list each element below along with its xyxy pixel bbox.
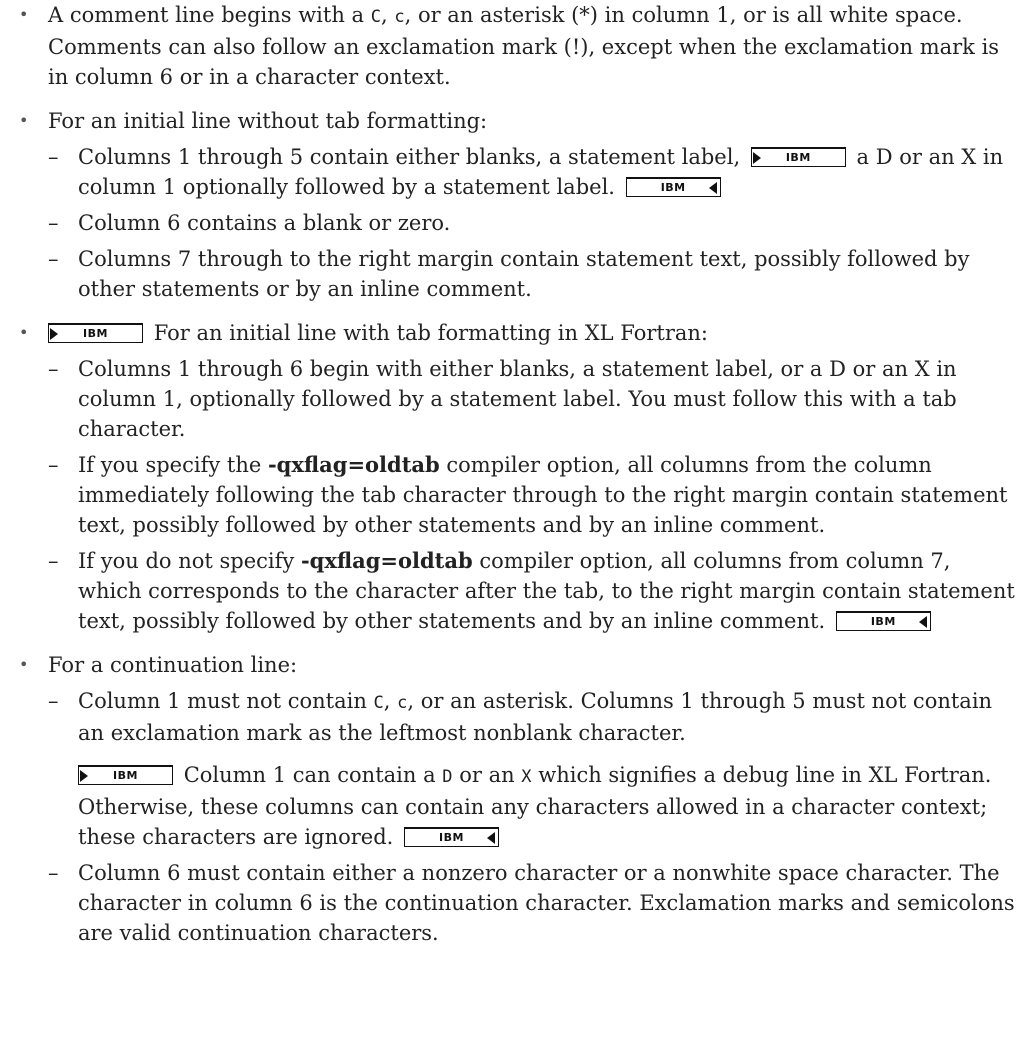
sub-item-oldtab-not-specified bbox=[48, 546, 1015, 636]
sub-item-text: If you specify the bbox=[78, 453, 268, 477]
sub-item-oldtab-specified bbox=[48, 450, 1015, 540]
sub-item-text: compiler option, all columns from the column immediately following the tab character through to the right margin contain statement text, possibly followed by other statements and by an inline comment. bbox=[78, 453, 1008, 537]
code-X: X bbox=[521, 767, 532, 787]
sub-item-text: Column 6 contains a blank or zero. bbox=[78, 211, 451, 235]
sub-item-column-6 bbox=[48, 208, 1015, 238]
bullet-text: , or an asterisk (*) in column 1, or is all white space. Comments can also follow an exclamation mark (!), except when the exclamation mark is in column 6 or in a character context. bbox=[48, 3, 1000, 89]
code-c: c bbox=[394, 7, 405, 27]
triangle-left-icon bbox=[919, 616, 927, 628]
ibm-extension-end-marker bbox=[836, 611, 931, 631]
sub-item-columns-1-6 bbox=[48, 354, 1015, 444]
bullet-text: , bbox=[380, 3, 395, 27]
ibm-extension-start-marker bbox=[78, 765, 173, 785]
sub-item-text: , or an asterisk. Columns 1 through 5 must not contain an exclamation mark as the leftmost nonblank character. bbox=[78, 689, 993, 745]
bullet-intro: For an initial line without tab formatting: bbox=[48, 109, 488, 133]
sub-item-text: Column 1 must not contain bbox=[78, 689, 374, 713]
code-C: C bbox=[373, 693, 384, 713]
triangle-left-icon bbox=[487, 832, 495, 844]
ibm-marker-label: IBM bbox=[113, 769, 138, 782]
ibm-marker-label: • IBM bbox=[83, 327, 108, 340]
ibm-extension-start-marker bbox=[48, 323, 143, 343]
ibm-marker-label: IBM bbox=[660, 181, 686, 194]
bullet-intro: For a continuation line: bbox=[48, 653, 298, 677]
sub-item-columns-1-5 bbox=[48, 142, 1015, 202]
sub-item-column-6-continuation bbox=[48, 858, 1015, 948]
code-c: c bbox=[397, 693, 408, 713]
triangle-left-icon bbox=[709, 182, 717, 194]
bullet-intro: For an initial line with tab formatting in XL Fortran: bbox=[153, 321, 708, 345]
paragraph-text: or an bbox=[452, 763, 522, 787]
bullet-initial-line-no-tab bbox=[12, 106, 1015, 304]
bullet-text: A comment line begins with a bbox=[48, 3, 371, 27]
sub-item-columns-7-margin bbox=[48, 244, 1015, 304]
ibm-marker-label: IBM bbox=[439, 831, 464, 844]
bullet-comment-line bbox=[12, 0, 1015, 92]
code-D: D bbox=[442, 767, 453, 787]
ibm-marker-label: IBM bbox=[785, 151, 811, 164]
paragraph-text: Column 1 can contain a bbox=[183, 763, 443, 787]
ibm-extension-end-marker bbox=[404, 827, 499, 847]
compiler-option: -qxflag=oldtab bbox=[267, 452, 440, 477]
code-C: C bbox=[370, 7, 381, 27]
compiler-option: -qxflag=oldtab bbox=[300, 548, 473, 573]
sub-item-text: Columns 1 through 5 contain either blanks, a statement label, bbox=[78, 145, 741, 169]
ibm-extension-start-marker bbox=[751, 147, 846, 167]
sub-item-text: Columns 1 through 6 begin with either blanks, a statement label, or a D or an X in column 1, optionally followed by a statement label. You must follow this with a tab character. bbox=[78, 357, 957, 441]
ibm-debug-line-paragraph bbox=[48, 760, 1015, 852]
sub-item-text: compiler option, all columns from column 7, which corresponds to the character after the tab, to the right margin contain statement text, possibly followed by other statements and by an inline comment. bbox=[78, 549, 1015, 633]
bullet-continuation-line bbox=[12, 650, 1015, 948]
sub-item-text: Column 6 must contain either a nonzero character or a nonwhite space character. The character in column 6 is the continuation character. Exclamation marks and semicolons are valid continuation characters. bbox=[78, 861, 1015, 945]
ibm-marker-label: IBM bbox=[870, 615, 896, 628]
paragraph-text: which signifies a debug line in XL Fortran. Otherwise, these columns can contain any characters allowed in a character context; these characters are ignored. bbox=[78, 763, 992, 849]
sub-item-column-1-restrictions bbox=[48, 686, 1015, 748]
sub-item-text: , bbox=[383, 689, 398, 713]
sub-item-text: If you do not specify bbox=[78, 549, 301, 573]
sub-item-text: a D or an X in column 1 optionally followed by a statement label. bbox=[78, 145, 1004, 199]
ibm-extension-end-marker bbox=[626, 177, 721, 197]
bullet-initial-line-tab bbox=[12, 318, 1015, 636]
sub-item-text: Columns 7 through to the right margin contain statement text, possibly followed by other statements or by an inline comment. bbox=[78, 247, 970, 301]
